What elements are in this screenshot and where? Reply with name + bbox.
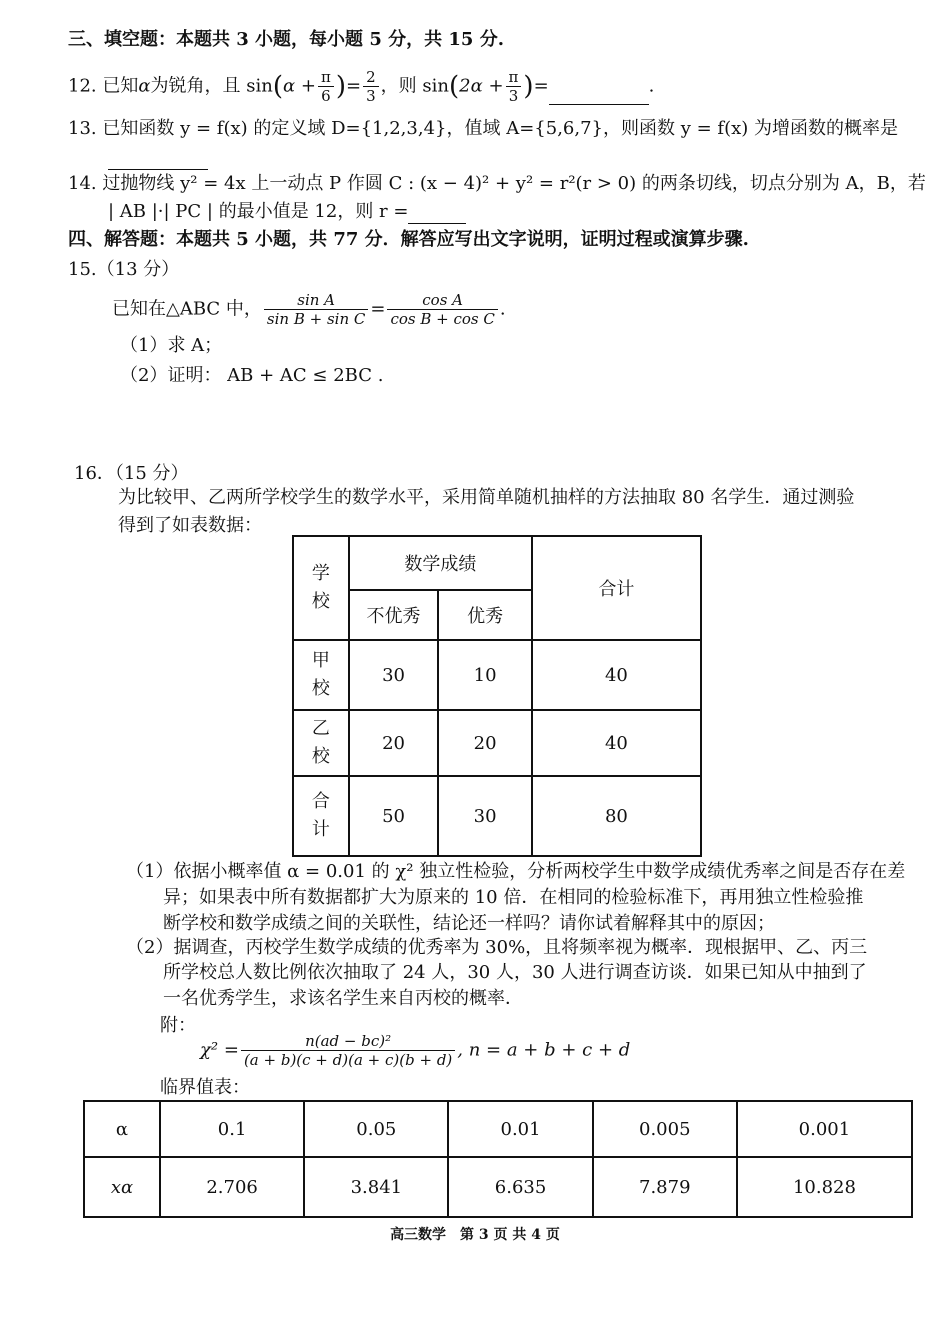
question-12 [68,68,654,105]
q12-two: 2 [363,68,379,87]
alpha-value: 0.1 [160,1101,304,1157]
table-row [293,710,701,776]
q16-intro-line1: 为比较甲、乙两所学校学生的数学水平，采用简单随机抽样的方法抽取 80 名学生．通过测验 [118,487,855,508]
q14-line2-row [108,200,466,224]
q12-alpha: α [138,75,151,97]
q12-2alpha-plus: 2α + [459,75,504,97]
q12-text-mid: 为锐角，且 [150,75,241,97]
question-13 [68,117,898,141]
page-footer: 高三数学 第 3 页 共 4 页 [390,1227,560,1243]
cell-not-excellent: 20 [349,710,439,776]
alpha-value: 0.001 [737,1101,912,1157]
q12-paren2-open: ( [448,71,460,102]
q12-end: . [648,75,655,97]
table-row [84,1101,912,1157]
cell-excellent: 20 [438,710,532,776]
row-label-char1: 乙 [311,718,330,739]
row-label [293,776,349,856]
q15-num1: sin A [264,291,368,310]
q12-three2: 3 [508,87,519,105]
q15-den1: sin B + sin C [266,310,366,328]
q12-frac-pi-3 [506,68,522,105]
q12-eq: = [346,75,362,97]
cell-total: 80 [532,776,701,856]
table-row [293,640,701,710]
header-school [293,536,349,640]
row-label-char2: 校 [311,746,330,767]
q12-number: 12. [68,75,97,97]
q15-pre: 已知在△ABC 中， [112,298,262,320]
q16-part1-line2: 异；如果表中所有数据都扩大为原来的 10 倍．在相同的检验标准下，再用独立性检验推 [163,887,864,908]
critical-value: 6.635 [448,1157,592,1217]
q14-line2: | AB |·| PC | 的最小值是 12，则 r = [108,201,409,222]
critical-value: 10.828 [737,1157,912,1217]
q14-answer-blank[interactable] [408,205,466,224]
header-total: 合计 [532,536,701,640]
q12-sin: sin [246,75,273,97]
q12-eq2: = [533,75,549,97]
contingency-table [292,535,702,857]
header-school-char2: 校 [311,591,330,612]
q14-number: 14. [68,173,97,194]
row-label-char2: 计 [311,819,330,840]
critical-value-table [83,1100,913,1218]
q15-frac-left [264,291,368,328]
q13-text: 已知函数 y = f(x) 的定义域 D={1,2,3,4}，值域 A={5,6,7}，则函数 y = f(x) 为增函数的概率是 [102,118,898,139]
critical-value: 3.841 [304,1157,448,1217]
q15-statement [112,291,506,328]
q12-three: 3 [366,87,376,105]
q12-sin2: sin [422,75,449,97]
row-label [293,640,349,710]
question-14 [68,172,926,196]
table-row [84,1157,912,1217]
chi-denominator: (a + b)(c + d)(a + c)(b + d) [243,1051,453,1069]
row-label [293,710,349,776]
q16-part1-line1: （1）依据小概率值 α = 0.01 的 χ² 独立性检验，分析两校学生中数学成绩优秀率之间是否存在差 [126,861,906,882]
q15-part1: （1）求 A； [120,335,223,356]
q16-part2-line3: 一名优秀学生，求该名学生来自丙校的概率． [163,988,523,1009]
chi-rhs: , n = a + b + c + d [457,1039,631,1061]
header-school-char1: 学 [311,563,330,584]
critical-value: 7.879 [593,1157,737,1217]
q12-pi2: π [506,68,522,87]
q12-answer-blank[interactable] [549,86,649,105]
alpha-value: 0.005 [593,1101,737,1157]
section-4-title: 四、解答题：本题共 5 小题，共 77 分．解答应写出文字说明，证明过程或演算步骤. [68,229,749,250]
chi-lhs: χ² = [200,1039,239,1061]
q12-six: 6 [321,87,331,105]
header-not-excellent: 不优秀 [349,590,439,640]
cell-not-excellent: 30 [349,640,439,710]
q15-den2: cos B + cos C [390,310,495,328]
q12-paren-open: ( [272,71,284,102]
q12-frac-2-3 [363,68,379,105]
row-label-char2: 校 [311,678,330,699]
q14-line1: 过抛物线 y² = 4x 上一动点 P 作圆 C : (x − 4)² + y² = r²(r > 0) 的两条切线，切点分别为 A，B，若 [102,173,926,194]
q15-header: 15.（13 分） [68,259,180,280]
alpha-value: 0.01 [448,1101,592,1157]
chi-square-formula [200,1032,630,1069]
q16-part2-line1: （2）据调查，丙校学生数学成绩的优秀率为 30%，且将频率视为概率．现根据甲、乙、丙三 [126,937,868,958]
q16-header: 16．（15 分） [74,463,189,484]
q12-frac-pi-6 [318,68,334,105]
appendix-label: 附： [160,1015,196,1036]
header-math-score: 数学成绩 [349,536,532,590]
q16-intro-line2: 得到了如表数据： [118,515,262,536]
q12-then: ，则 [380,75,417,97]
cell-excellent: 30 [438,776,532,856]
section-3-title: 三、填空题：本题共 3 小题，每小题 5 分，共 15 分. [68,29,504,50]
q15-num2: cos A [387,291,497,310]
q12-alpha-plus: α + [283,75,316,97]
q12-pi: π [318,68,334,87]
critical-value: 2.706 [160,1157,304,1217]
q12-text-pre: 已知 [102,75,139,97]
alpha-value: 0.05 [304,1101,448,1157]
header-excellent: 优秀 [438,590,532,640]
row-label-char1: 合 [311,791,330,812]
q15-eq: = [370,298,386,320]
cell-total: 40 [532,640,701,710]
x-alpha-label: xα [84,1157,160,1217]
cell-not-excellent: 50 [349,776,439,856]
alpha-label: α [84,1101,160,1157]
q15-end: . [499,298,506,320]
table-row [293,776,701,856]
q13-answer-line [108,146,208,170]
q13-number: 13. [68,118,97,139]
q15-part2: （2）证明： AB + AC ≤ 2BC . [120,365,384,386]
q13-answer-blank[interactable] [108,151,208,170]
q16-part2-line2: 所学校总人数比例依次抽取了 24 人，30 人，30 人进行调查访谈．如果已知从中抽到了 [163,962,867,983]
critical-table-title: 临界值表： [160,1077,250,1098]
q15-frac-right [387,291,497,328]
q12-paren2-close: ) [523,71,534,102]
row-label-char1: 甲 [311,650,330,671]
chi-frac [241,1032,455,1069]
cell-excellent: 10 [438,640,532,710]
q12-paren-close: ) [335,71,346,102]
q16-part1-line3: 断学校和数学成绩之间的关联性，结论还一样吗？请你试着解释其中的原因； [163,913,775,934]
chi-numerator: n(ad − bc)² [241,1032,455,1051]
cell-total: 40 [532,710,701,776]
